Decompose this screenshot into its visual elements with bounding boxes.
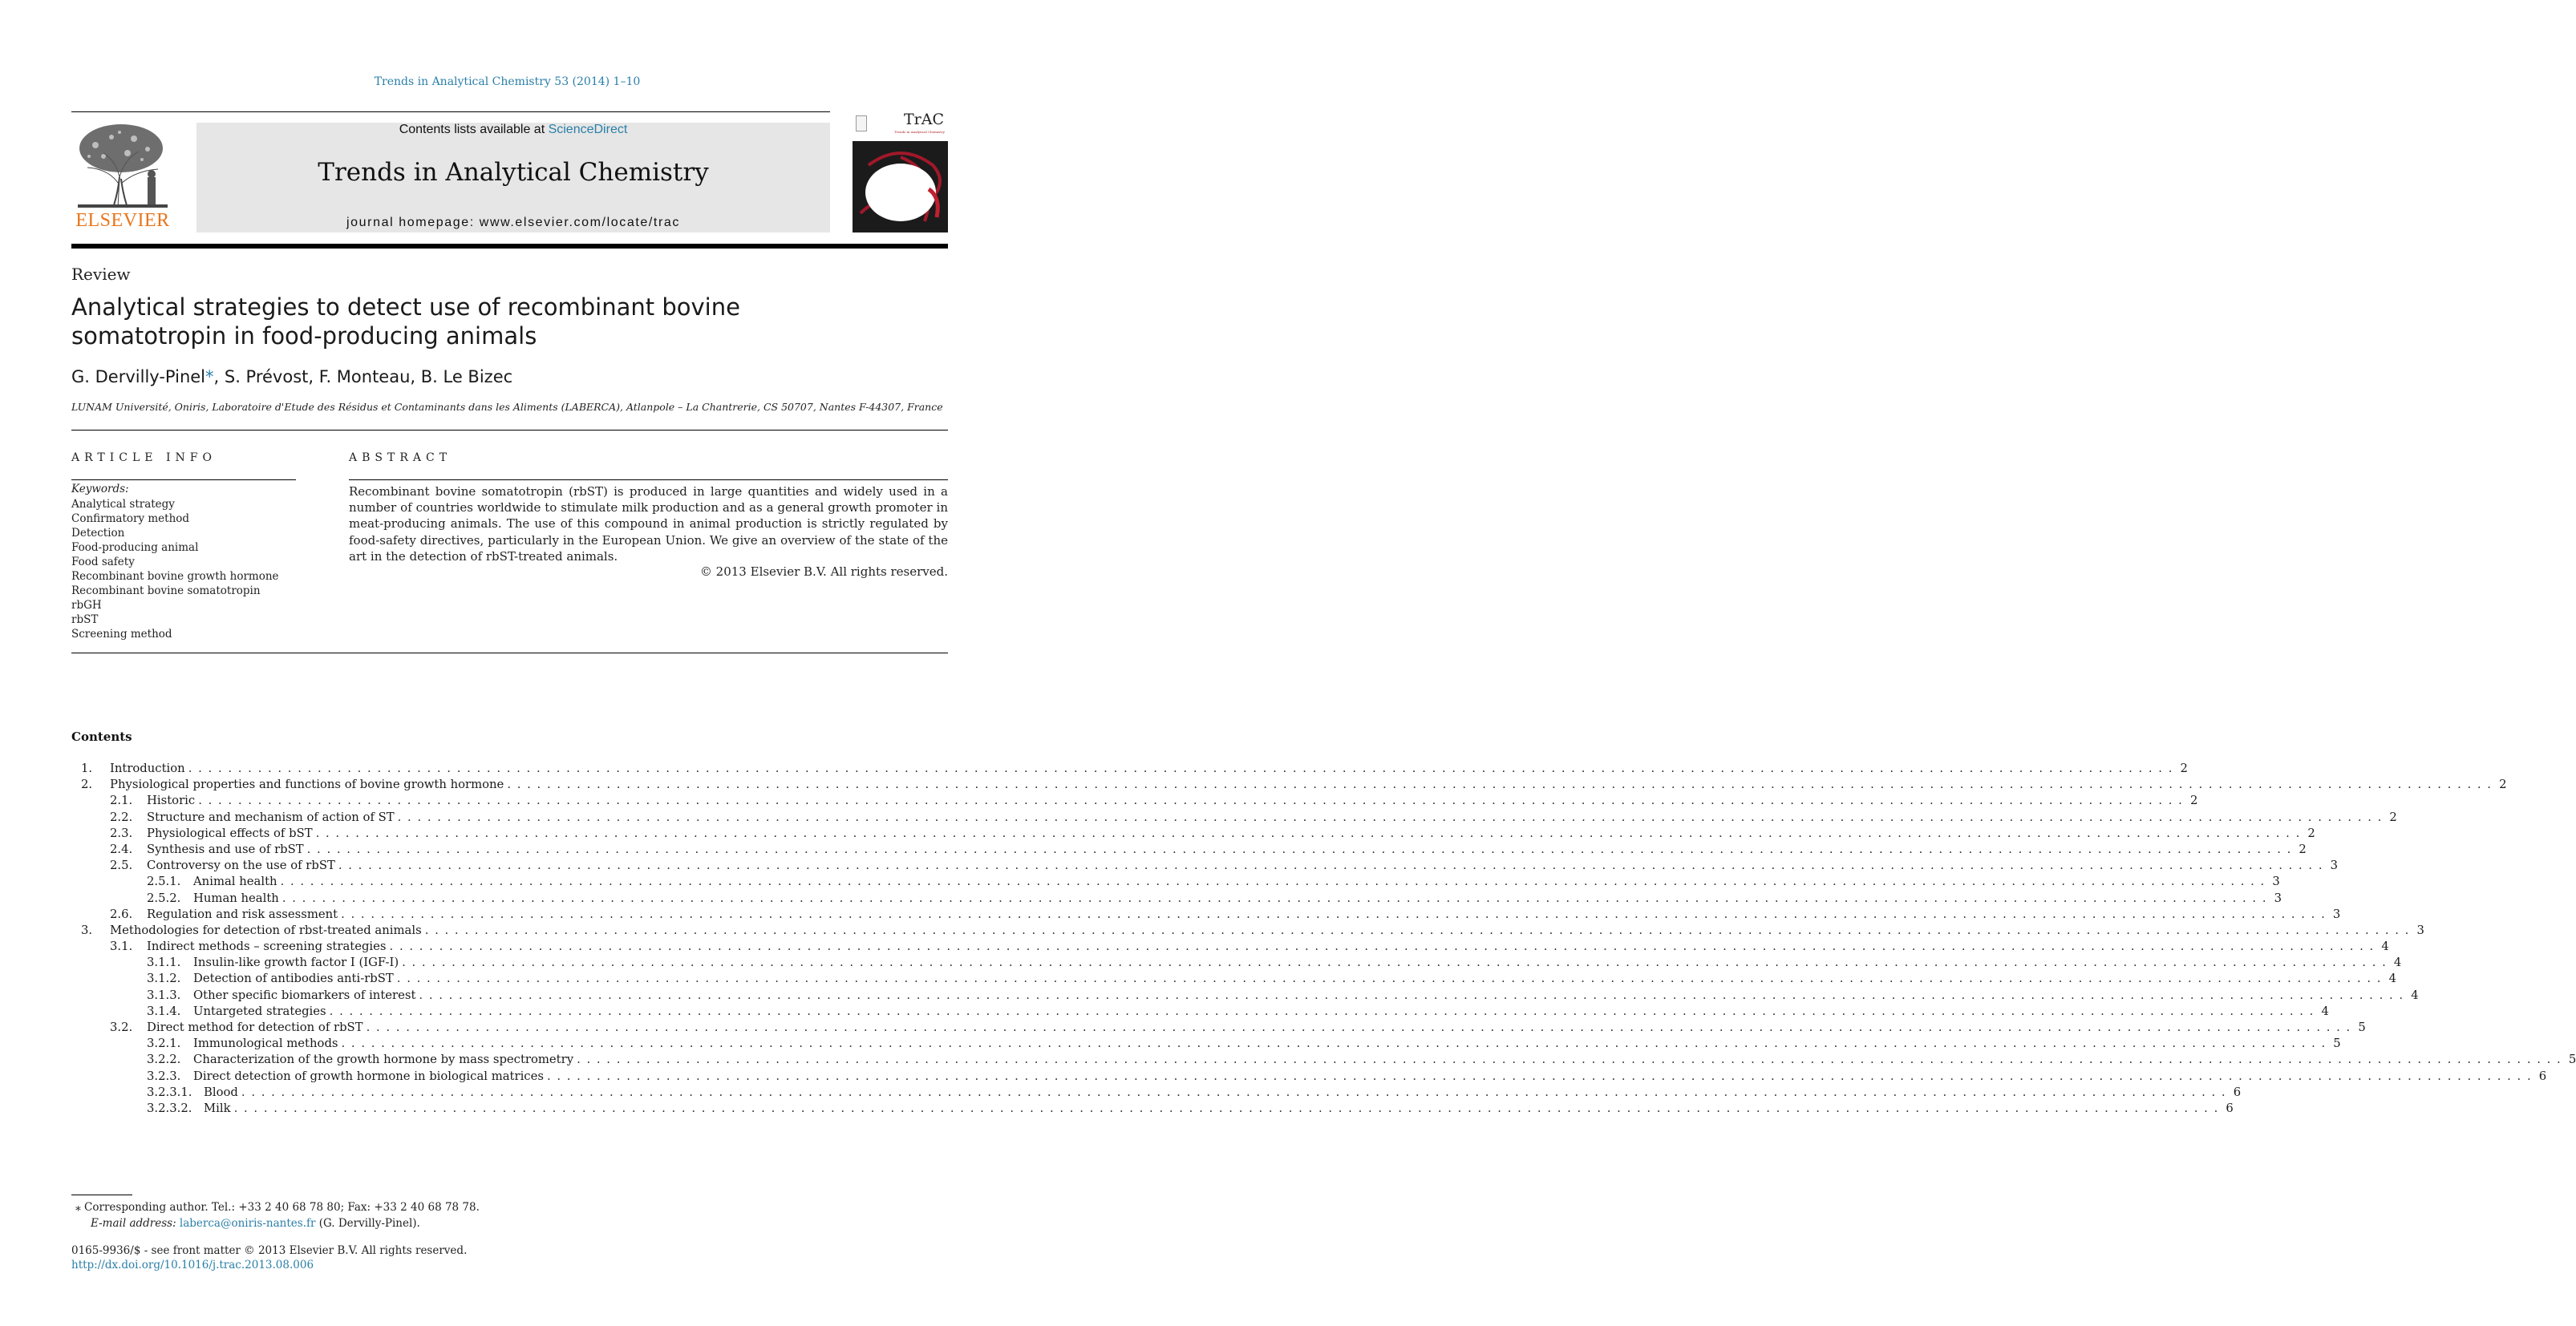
toc-page-number: 2 xyxy=(2180,762,2188,775)
toc-page-number: 4 xyxy=(2411,988,2419,1002)
toc-number: 3.2.3.1. xyxy=(147,1085,192,1099)
abstract-heading: ABSTRACT xyxy=(349,451,452,464)
toc-number: 3.1.2. xyxy=(147,972,181,986)
toc-title: Detection of antibodies anti-rbST xyxy=(193,972,394,986)
toc-title: Controversy on the use of rbST xyxy=(147,859,335,873)
toc-number: 2.3. xyxy=(110,826,133,840)
keyword: Confirmatory method xyxy=(71,512,190,525)
keyword: rbST xyxy=(71,613,99,626)
toc-leader: . . . . . . . . . . . . . . . . . . . . . . . . . . . . . . . . . . . . . . . . . . . . . . . . . . . . . . . . . . . . . . . . . . . . . . . . . . . . . . . . . . . . . . . . . . . . . . . . . . . . . . . . . . . . . . . . . . . . . . . . . . . . . . . . . . . . . . . . . . . . . . . . . . . . . . . . . . . . . . . . . . . . . . . . . . . . . . . . . . . . . . . . . . . . . . . . . . . . . . . . xyxy=(389,940,2375,954)
keyword: Screening method xyxy=(71,628,172,641)
toc-number: 2. xyxy=(81,778,93,792)
email-owner: (G. Dervilly-Pinel). xyxy=(318,1217,420,1230)
toc-number: 3.1.3. xyxy=(147,988,181,1002)
first-author[interactable]: G. Dervilly-Pinel xyxy=(71,367,206,386)
elsevier-wordmark: ELSEVIER xyxy=(75,210,170,231)
corresponding-text: Corresponding author. Tel.: +33 2 40 68 78 80; Fax: +33 2 40 68 78 78. xyxy=(84,1201,480,1214)
toc-title: Human health xyxy=(193,891,279,905)
toc-title: Characterization of the growth hormone by mass spectrometry xyxy=(193,1053,574,1067)
toc-leader: . . . . . . . . . . . . . . . . . . . . . . . . . . . . . . . . . . . . . . . . . . . . . . . . . . . . . . . . . . . . . . . . . . . . . . . . . . . . . . . . . . . . . . . . . . . . . . . . . . . . . . . . . . . . . . . . . . . . . . . . . . . . . . . . . . . . . . . . . . . . . . . . . . . . . . . . . . . . . . . . . . . . . . . . . . . . . . . . . . . . . . . . . . . . . . . . . . . . . . . . xyxy=(280,875,2266,889)
header-thick-rule xyxy=(71,244,948,249)
toc-page-number: 5 xyxy=(2358,1021,2366,1034)
toc-entry[interactable] xyxy=(71,891,2282,908)
toc-title: Physiological properties and functions of bovine growth hormone xyxy=(110,778,504,792)
toc-entry[interactable] xyxy=(71,794,2198,810)
toc-title: Structure and mechanism of action of ST xyxy=(147,810,395,824)
toc-entry[interactable] xyxy=(71,907,2341,924)
toc-title: Methodologies for detection of rbst-treated animals xyxy=(110,923,422,937)
toc-leader: . . . . . . . . . . . . . . . . . . . . . . . . . . . . . . . . . . . . . . . . . . . . . . . . . . . . . . . . . . . . . . . . . . . . . . . . . . . . . . . . . . . . . . . . . . . . . . . . . . . . . . . . . . . . . . . . . . . . . . . . . . . . . . . . . . . . . . . . . . . . . . . . . . . . . . . . . . . . . . . . . . . . . . . . . . . . . . . . . . . . . . . . . . . . . . . . . . . . . . . . xyxy=(366,1021,2351,1034)
toc-title: Synthesis and use of rbST xyxy=(147,842,304,856)
toc-page-number: 4 xyxy=(2381,940,2389,954)
contents-available xyxy=(196,123,830,137)
toc-title: Milk xyxy=(204,1101,231,1115)
toc-number: 2.6. xyxy=(110,907,133,921)
journal-title: Trends in Analytical Chemistry xyxy=(318,158,709,187)
toc-page-number: 5 xyxy=(2568,1053,2576,1067)
toc-number: 3.2.2. xyxy=(147,1053,181,1067)
toc-number: 2.2. xyxy=(110,810,133,824)
cover-art-icon xyxy=(853,141,948,232)
toc-number: 2.5.1. xyxy=(147,875,181,889)
toc-title: Introduction xyxy=(110,762,185,775)
toc-number: 3.2.3.2. xyxy=(147,1101,192,1115)
elsevier-logo[interactable] xyxy=(71,121,174,232)
toc-number: 3.2.3. xyxy=(147,1069,181,1083)
toc-entry[interactable] xyxy=(71,923,2424,940)
toc-page-number: 6 xyxy=(2226,1101,2234,1115)
toc-leader: . . . . . . . . . . . . . . . . . . . . . . . . . . . . . . . . . . . . . . . . . . . . . . . . . . . . . . . . . . . . . . . . . . . . . . . . . . . . . . . . . . . . . . . . . . . . . . . . . . . . . . . . . . . . . . . . . . . . . . . . . . . . . . . . . . . . . . . . . . . . . . . . . . . . . . . . . . . . . . . . . . . . . . . . . . . . . . . . . . . . . . . . . . . . . . . . . . . . . . . . xyxy=(507,778,2493,792)
keyword-list xyxy=(71,497,279,641)
toc-leader: . . . . . . . . . . . . . . . . . . . . . . . . . . . . . . . . . . . . . . . . . . . . . . . . . . . . . . . . . . . . . . . . . . . . . . . . . . . . . . . . . . . . . . . . . . . . . . . . . . . . . . . . . . . . . . . . . . . . . . . . . . . . . . . . . . . . . . . . . . . . . . . . . . . . . . . . . . . . . . . . . . . . . . . . . . . . . . . . . . . . . . . . . . . . . . . . . . . . . . . . xyxy=(402,956,2388,970)
divider xyxy=(71,430,948,431)
toc-page-number: 5 xyxy=(2333,1037,2341,1051)
keyword: Recombinant bovine growth hormone xyxy=(71,570,279,583)
toc-leader: . . . . . . . . . . . . . . . . . . . . . . . . . . . . . . . . . . . . . . . . . . . . . . . . . . . . . . . . . . . . . . . . . . . . . . . . . . . . . . . . . . . . . . . . . . . . . . . . . . . . . . . . . . . . . . . . . . . . . . . . . . . . . . . . . . . . . . . . . . . . . . . . . . . . . . . . . . . . . . . . . . . . . . . . . . . . . . . . . . . . . . . . . . . . . . . . . . . . . . . . xyxy=(577,1053,2562,1067)
toc-page-number: 3 xyxy=(2274,891,2282,905)
toc-page-number: 3 xyxy=(2332,907,2341,921)
table-of-contents xyxy=(71,762,2576,1118)
elsevier-tree-icon xyxy=(71,121,174,209)
toc-leader: . . . . . . . . . . . . . . . . . . . . . . . . . . . . . . . . . . . . . . . . . . . . . . . . . . . . . . . . . . . . . . . . . . . . . . . . . . . . . . . . . . . . . . . . . . . . . . . . . . . . . . . . . . . . . . . . . . . . . . . . . . . . . . . . . . . . . . . . . . . . . . . . . . . . . . . . . . . . . . . . . . . . . . . . . . . . . . . . . . . . . . . . . . . . . . . . . . . . . . . . xyxy=(188,762,2173,775)
other-authors: , S. Prévost, F. Monteau, B. Le Bizec xyxy=(213,367,513,386)
toc-leader: . . . . . . . . . . . . . . . . . . . . . . . . . . . . . . . . . . . . . . . . . . . . . . . . . . . . . . . . . . . . . . . . . . . . . . . . . . . . . . . . . . . . . . . . . . . . . . . . . . . . . . . . . . . . . . . . . . . . . . . . . . . . . . . . . . . . . . . . . . . . . . . . . . . . . . . . . . . . . . . . . . . . . . . . . . . . . . . . . . . . . . . . . . . . . . . . . . . . . . . . xyxy=(424,923,2410,937)
toc-page-number: 4 xyxy=(2388,972,2396,986)
abstract-text: Recombinant bovine somatotropin (rbST) is produced in large quantities and widely used in a number of countries worldwide to stimulate milk production and as a general growth promoter in meat-producing animals. The use of this compound in animal production is strictly regulated by food-safety directives, particularly in the European Union. We give an overview of the state of the art in the detection of rbST-treated animals. xyxy=(349,484,948,564)
toc-leader: . . . . . . . . . . . . . . . . . . . . . . . . . . . . . . . . . . . . . . . . . . . . . . . . . . . . . . . . . . . . . . . . . . . . . . . . . . . . . . . . . . . . . . . . . . . . . . . . . . . . . . . . . . . . . . . . . . . . . . . . . . . . . . . . . . . . . . . . . . . . . . . . . . . . . . . . . . . . . . . . . . . . . . . . . . . . . . . . . . . . . . . . . . . . . . . . . . . . . . . . xyxy=(546,1069,2533,1083)
issn-line: 0165-9936/$ - see front matter © 2013 Elsevier B.V. All rights reserved. xyxy=(71,1244,468,1257)
toc-title: Direct method for detection of rbST xyxy=(147,1021,363,1034)
toc-entry[interactable] xyxy=(71,1101,2234,1118)
toc-number: 3.2.1. xyxy=(147,1037,181,1051)
toc-number: 2.5.2. xyxy=(147,891,181,905)
author-list xyxy=(71,367,512,386)
toc-leader: . . . . . . . . . . . . . . . . . . . . . . . . . . . . . . . . . . . . . . . . . . . . . . . . . . . . . . . . . . . . . . . . . . . . . . . . . . . . . . . . . . . . . . . . . . . . . . . . . . . . . . . . . . . . . . . . . . . . . . . . . . . . . . . . . . . . . . . . . . . . . . . . . . . . . . . . . . . . . . . . . . . . . . . . . . . . . . . . . . . . . . . . . . . . . . . . . . . . . . . . xyxy=(397,810,2383,824)
toc-entry[interactable] xyxy=(71,859,2339,875)
toc-title: Other specific biomarkers of interest xyxy=(193,988,416,1002)
article-info-heading: ARTICLE INFO xyxy=(71,451,217,464)
toc-number: 3.1. xyxy=(110,940,133,954)
email-link[interactable]: laberca@oniris-nantes.fr xyxy=(179,1217,316,1230)
toc-title: Blood xyxy=(204,1085,238,1099)
toc-leader: . . . . . . . . . . . . . . . . . . . . . . . . . . . . . . . . . . . . . . . . . . . . . . . . . . . . . . . . . . . . . . . . . . . . . . . . . . . . . . . . . . . . . . . . . . . . . . . . . . . . . . . . . . . . . . . . . . . . . . . . . . . . . . . . . . . . . . . . . . . . . . . . . . . . . . . . . . . . . . . . . . . . . . . . . . . . . . . . . . . . . . . . . . . . . . . . . . . . . . . . xyxy=(338,859,2324,873)
email-footnote xyxy=(91,1217,420,1230)
toc-number: 1. xyxy=(81,762,93,775)
toc-title: Direct detection of growth hormone in biological matrices xyxy=(193,1069,544,1083)
article-type: Review xyxy=(71,265,131,284)
toc-entry[interactable] xyxy=(71,826,2315,843)
keyword: Food-producing animal xyxy=(71,541,199,554)
toc-page-number: 6 xyxy=(2538,1069,2547,1083)
toc-title: Historic xyxy=(147,794,196,808)
toc-leader: . . . . . . . . . . . . . . . . . . . . . . . . . . . . . . . . . . . . . . . . . . . . . . . . . . . . . . . . . . . . . . . . . . . . . . . . . . . . . . . . . . . . . . . . . . . . . . . . . . . . . . . . . . . . . . . . . . . . . . . . . . . . . . . . . . . . . . . . . . . . . . . . . . . . . . . . . . . . . . . . . . . . . . . . . . . . . . . . . . . . . . . . . . . . . . . . . . . . . . . . xyxy=(419,988,2404,1002)
journal-banner xyxy=(196,123,830,232)
corresponding-footnote xyxy=(75,1201,480,1214)
toc-page-number: 3 xyxy=(2272,875,2280,889)
toc-leader: . . . . . . . . . . . . . . . . . . . . . . . . . . . . . . . . . . . . . . . . . . . . . . . . . . . . . . . . . . . . . . . . . . . . . . . . . . . . . . . . . . . . . . . . . . . . . . . . . . . . . . . . . . . . . . . . . . . . . . . . . . . . . . . . . . . . . . . . . . . . . . . . . . . . . . . . . . . . . . . . . . . . . . . . . . . . . . . . . . . . . . . . . . . . . . . . . . . . . . . . xyxy=(341,1037,2327,1051)
sciencedirect-link[interactable]: ScienceDirect xyxy=(548,123,628,136)
toc-entry[interactable] xyxy=(71,762,2188,778)
toc-title: Indirect methods – screening strategies xyxy=(147,940,387,954)
toc-entry[interactable] xyxy=(71,956,2402,972)
journal-cover-thumbnail[interactable] xyxy=(853,112,948,232)
toc-number: 3. xyxy=(81,923,93,937)
keyword: Food safety xyxy=(71,556,135,568)
contents-prefix: Contents lists available at xyxy=(399,123,549,136)
toc-leader: . . . . . . . . . . . . . . . . . . . . . . . . . . . . . . . . . . . . . . . . . . . . . . . . . . . . . . . . . . . . . . . . . . . . . . . . . . . . . . . . . . . . . . . . . . . . . . . . . . . . . . . . . . . . . . . . . . . . . . . . . . . . . . . . . . . . . . . . . . . . . . . . . . . . . . . . . . . . . . . . . . . . . . . . . . . . . . . . . . . . . . . . . . . . . . . . . . . . . . . . xyxy=(281,891,2268,905)
cover-mini-icon xyxy=(856,115,867,131)
toc-entry[interactable] xyxy=(71,1069,2547,1085)
toc-entry[interactable] xyxy=(71,810,2397,827)
toc-number: 3.2. xyxy=(110,1021,133,1034)
toc-page-number: 4 xyxy=(2321,1004,2329,1018)
keyword: Detection xyxy=(71,527,125,540)
toc-title: Insulin-like growth factor I (IGF-I) xyxy=(193,956,399,970)
toc-title: Immunological methods xyxy=(193,1037,338,1051)
toc-page-number: 6 xyxy=(2233,1085,2242,1099)
toc-entry[interactable] xyxy=(71,842,2307,859)
toc-title: Untargeted strategies xyxy=(193,1004,326,1018)
toc-page-number: 2 xyxy=(2189,794,2198,808)
affiliation: LUNAM Université, Oniris, Laboratoire d'Etude des Résidus et Contaminants dans les Aliments (LABERCA), Atlanpole – La Chantrerie, CS 50707, Nantes F-44307, France xyxy=(71,401,943,413)
cover-subtitle: Trends in Analytical Chemistry xyxy=(894,130,945,134)
toc-leader: . . . . . . . . . . . . . . . . . . . . . . . . . . . . . . . . . . . . . . . . . . . . . . . . . . . . . . . . . . . . . . . . . . . . . . . . . . . . . . . . . . . . . . . . . . . . . . . . . . . . . . . . . . . . . . . . . . . . . . . . . . . . . . . . . . . . . . . . . . . . . . . . . . . . . . . . . . . . . . . . . . . . . . . . . . . . . . . . . . . . . . . . . . . . . . . . . . . . . . . . xyxy=(241,1085,2227,1099)
divider xyxy=(71,479,296,480)
header-rule xyxy=(71,111,830,112)
toc-leader: . . . . . . . . . . . . . . . . . . . . . . . . . . . . . . . . . . . . . . . . . . . . . . . . . . . . . . . . . . . . . . . . . . . . . . . . . . . . . . . . . . . . . . . . . . . . . . . . . . . . . . . . . . . . . . . . . . . . . . . . . . . . . . . . . . . . . . . . . . . . . . . . . . . . . . . . . . . . . . . . . . . . . . . . . . . . . . . . . . . . . . . . . . . . . . . . . . . . . . . . xyxy=(306,842,2292,856)
toc-leader: . . . . . . . . . . . . . . . . . . . . . . . . . . . . . . . . . . . . . . . . . . . . . . . . . . . . . . . . . . . . . . . . . . . . . . . . . . . . . . . . . . . . . . . . . . . . . . . . . . . . . . . . . . . . . . . . . . . . . . . . . . . . . . . . . . . . . . . . . . . . . . . . . . . . . . . . . . . . . . . . . . . . . . . . . . . . . . . . . . . . . . . . . . . . . . . . . . . . . . . . xyxy=(341,907,2327,921)
toc-number: 2.5. xyxy=(110,859,133,873)
toc-number: 3.1.1. xyxy=(147,956,181,970)
cover-title: TrAC xyxy=(903,111,944,128)
toc-entry[interactable] xyxy=(71,778,2507,794)
toc-leader: . . . . . . . . . . . . . . . . . . . . . . . . . . . . . . . . . . . . . . . . . . . . . . . . . . . . . . . . . . . . . . . . . . . . . . . . . . . . . . . . . . . . . . . . . . . . . . . . . . . . . . . . . . . . . . . . . . . . . . . . . . . . . . . . . . . . . . . . . . . . . . . . . . . . . . . . . . . . . . . . . . . . . . . . . . . . . . . . . . . . . . . . . . . . . . . . . . . . . . . . xyxy=(315,826,2301,840)
toc-entry[interactable] xyxy=(71,972,2396,988)
toc-entry[interactable] xyxy=(71,875,2280,891)
toc-page-number: 2 xyxy=(2299,842,2307,856)
toc-leader: . . . . . . . . . . . . . . . . . . . . . . . . . . . . . . . . . . . . . . . . . . . . . . . . . . . . . . . . . . . . . . . . . . . . . . . . . . . . . . . . . . . . . . . . . . . . . . . . . . . . . . . . . . . . . . . . . . . . . . . . . . . . . . . . . . . . . . . . . . . . . . . . . . . . . . . . . . . . . . . . . . . . . . . . . . . . . . . . . . . . . . . . . . . . . . . . . . . . . . . . xyxy=(329,1004,2315,1018)
toc-leader: . . . . . . . . . . . . . . . . . . . . . . . . . . . . . . . . . . . . . . . . . . . . . . . . . . . . . . . . . . . . . . . . . . . . . . . . . . . . . . . . . . . . . . . . . . . . . . . . . . . . . . . . . . . . . . . . . . . . . . . . . . . . . . . . . . . . . . . . . . . . . . . . . . . . . . . . . . . . . . . . . . . . . . . . . . . . . . . . . . . . . . . . . . . . . . . . . . . . . . . . xyxy=(198,794,2184,808)
toc-leader: . . . . . . . . . . . . . . . . . . . . . . . . . . . . . . . . . . . . . . . . . . . . . . . . . . . . . . . . . . . . . . . . . . . . . . . . . . . . . . . . . . . . . . . . . . . . . . . . . . . . . . . . . . . . . . . . . . . . . . . . . . . . . . . . . . . . . . . . . . . . . . . . . . . . . . . . . . . . . . . . . . . . . . . . . . . . . . . . . . . . . . . . . . . . . . . . . . . . . . . . xyxy=(396,972,2382,986)
toc-number: 3.1.4. xyxy=(147,1004,181,1018)
toc-page-number: 2 xyxy=(2389,810,2397,824)
toc-leader: . . . . . . . . . . . . . . . . . . . . . . . . . . . . . . . . . . . . . . . . . . . . . . . . . . . . . . . . . . . . . . . . . . . . . . . . . . . . . . . . . . . . . . . . . . . . . . . . . . . . . . . . . . . . . . . . . . . . . . . . . . . . . . . . . . . . . . . . . . . . . . . . . . . . . . . . . . . . . . . . . . . . . . . . . . . . . . . . . . . . . . . . . . . . . . . . . . . . . . . . xyxy=(233,1101,2219,1115)
toc-entry[interactable] xyxy=(71,1037,2341,1053)
toc-entry[interactable] xyxy=(71,1004,2329,1021)
corresponding-author-mark[interactable]: * xyxy=(205,367,214,386)
contents-heading: Contents xyxy=(71,730,132,744)
toc-page-number: 3 xyxy=(2330,859,2339,873)
toc-number: 2.4. xyxy=(110,842,133,856)
toc-number: 2.1. xyxy=(110,794,133,808)
footnote-mark: ⁎ xyxy=(75,1201,81,1214)
toc-page-number: 4 xyxy=(2393,956,2402,970)
toc-page-number: 2 xyxy=(2499,778,2507,792)
toc-title: Animal health xyxy=(193,875,277,889)
toc-entry[interactable] xyxy=(71,1021,2366,1037)
toc-page-number: 2 xyxy=(2307,826,2315,840)
toc-entry[interactable] xyxy=(71,1053,2576,1069)
toc-entry[interactable] xyxy=(71,940,2389,956)
journal-citation[interactable]: Trends in Analytical Chemistry 53 (2014) 1–10 xyxy=(374,75,641,88)
toc-entry[interactable] xyxy=(71,1085,2242,1102)
toc-page-number: 3 xyxy=(2416,923,2424,937)
email-label: E-mail address: xyxy=(91,1217,176,1230)
toc-entry[interactable] xyxy=(71,988,2419,1005)
toc-title: Physiological effects of bST xyxy=(147,826,313,840)
toc-title: Regulation and risk assessment xyxy=(147,907,338,921)
keywords-label: Keywords: xyxy=(71,483,129,495)
abstract-copyright: © 2013 Elsevier B.V. All rights reserved. xyxy=(699,564,948,579)
divider xyxy=(349,479,948,480)
doi-link[interactable]: http://dx.doi.org/10.1016/j.trac.2013.08.006 xyxy=(71,1259,314,1271)
keyword: Analytical strategy xyxy=(71,498,175,511)
journal-homepage[interactable]: journal homepage: www.elsevier.com/locate/trac xyxy=(346,216,680,229)
keyword: Recombinant bovine somatotropin xyxy=(71,584,261,597)
keyword: rbGH xyxy=(71,599,102,612)
article-title: Analytical strategies to detect use of recombinant bovine somatotropin in food-producing animals xyxy=(71,293,740,350)
